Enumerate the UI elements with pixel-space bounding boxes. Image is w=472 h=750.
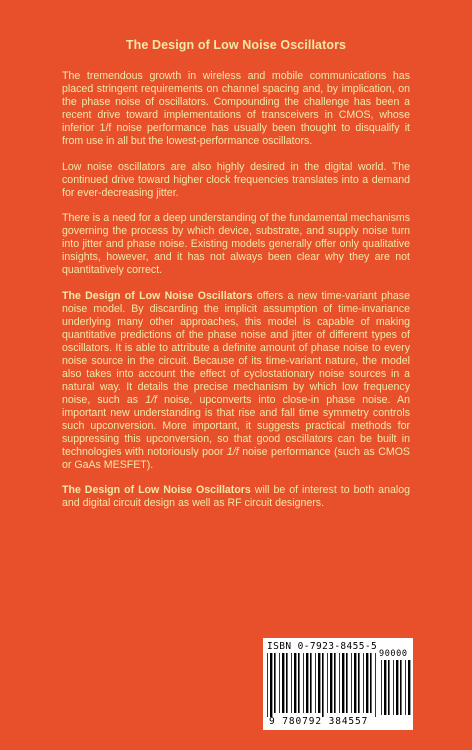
blurb-text: noise performance (such as CMOS or GaAs MESFET).: [62, 445, 410, 471]
barcode-bar: [408, 660, 410, 715]
barcode-bar: [327, 653, 328, 713]
barcode-bar: [366, 653, 368, 713]
blurb: [62, 70, 410, 510]
ean-number: 9 780792 384557: [269, 716, 369, 727]
book-title: The Design of Low Noise Oscillators: [125, 38, 347, 52]
barcode-bar: [346, 653, 348, 713]
barcode-bar: [358, 653, 360, 713]
barcode-bar: [303, 653, 304, 713]
barcode-bar: [315, 653, 316, 713]
one-over-f-term: 1/f: [145, 393, 157, 406]
barcode-bar: [310, 653, 312, 713]
barcode-bar: [351, 653, 352, 713]
barcode-bar: [396, 660, 398, 715]
barcode-bar: [306, 653, 308, 713]
isbn-barcode: [263, 638, 413, 730]
blurb-text: will be of interest to both analog and digital circuit design as well as RF circuit designers.: [62, 484, 410, 509]
barcode-bar: [393, 660, 394, 715]
book-title-inline: The Design of Low Noise Oscillators: [62, 289, 253, 302]
barcode-bar: [384, 660, 386, 715]
blurb-paragraph-4: [62, 290, 410, 472]
barcode-bar: [381, 660, 382, 715]
barcode-bar: [322, 653, 324, 717]
book-title-inline: The Design of Low Noise Oscillators: [62, 484, 251, 496]
barcode-bar: [267, 653, 268, 717]
price-addon-number: 90000: [379, 649, 408, 659]
barcode-bar: [274, 653, 276, 713]
barcode-bar: [370, 653, 372, 713]
barcode-bar: [334, 653, 336, 713]
barcode-bar: [282, 653, 284, 713]
barcode-bar: [294, 653, 296, 713]
barcode-bar: [298, 653, 300, 713]
one-over-f-term: 1/f: [226, 445, 239, 458]
barcode-bar: [286, 653, 288, 713]
barcode-bar: [342, 653, 344, 713]
barcode-bar: [354, 653, 356, 713]
isbn-number: ISBN 0-7923-8455-5: [267, 641, 378, 652]
blurb-paragraph-5: [62, 484, 410, 510]
barcode-bar: [363, 653, 364, 713]
addon-barcode-bars: [381, 660, 411, 715]
barcode-bar: [291, 653, 292, 713]
blurb-paragraph-2: Low noise oscillators are also highly desired in the digital world. The continued drive toward higher clock frequencies translates into a demand for ever-decreasing jitter.: [62, 160, 410, 199]
barcode-bar: [388, 660, 390, 715]
barcode-bar: [270, 653, 272, 717]
blurb-paragraph-1: The tremendous growth in wireless and mobile communications has placed stringent requirements on channel spacing and, by implication, on the phase noise of oscillators. Compounding the challenge has been a recent drive toward implementations of transceivers in CMOS, whose inferior 1/f noise performance has usually been thought to disqualify it from use in all but the lowest-performance oscillators.: [62, 70, 410, 147]
barcode-bar: [339, 653, 340, 713]
blurb-paragraph-3: There is a need for a deep understanding of the fundamental mechanisms governing the process by which device, substrate, and supply noise turn into jitter and phase noise. Existing models generally offer only qualitative insights, however, and it has not always been clear why they are not quantitatively correct.: [62, 212, 410, 276]
ean-barcode-bars: [267, 653, 377, 717]
barcode-bar: [375, 653, 376, 717]
blurb-text: noise, upconverts into close-in phase noise. An important new understanding is that rise and fall time symmetry controls such upconversion. More important, it suggests practical methods for suppressing this upconversion, so that good oscillators can be built in technologies with notoriously poor: [62, 393, 410, 458]
barcode-bar: [279, 653, 280, 713]
blurb-text: offers a new time-variant phase noise model. By discarding the implicit assumption of time-invariance underlying many other approaches, this model is capable of making quantitative predictions of the phase noise and jitter of different types of oscillators. It is able to attribute a definite amount of phase noise to every noise source in the circuit. Because of its time-variant nature, the model also takes into account the effect of cyclostationary noise sources in a natural way. It details the precise mechanism by which low frequency noise, such as: [62, 289, 410, 406]
barcode-bar: [318, 653, 320, 713]
barcode-bar: [405, 660, 406, 715]
barcode-bar: [330, 653, 332, 713]
barcode-bar: [400, 660, 402, 715]
